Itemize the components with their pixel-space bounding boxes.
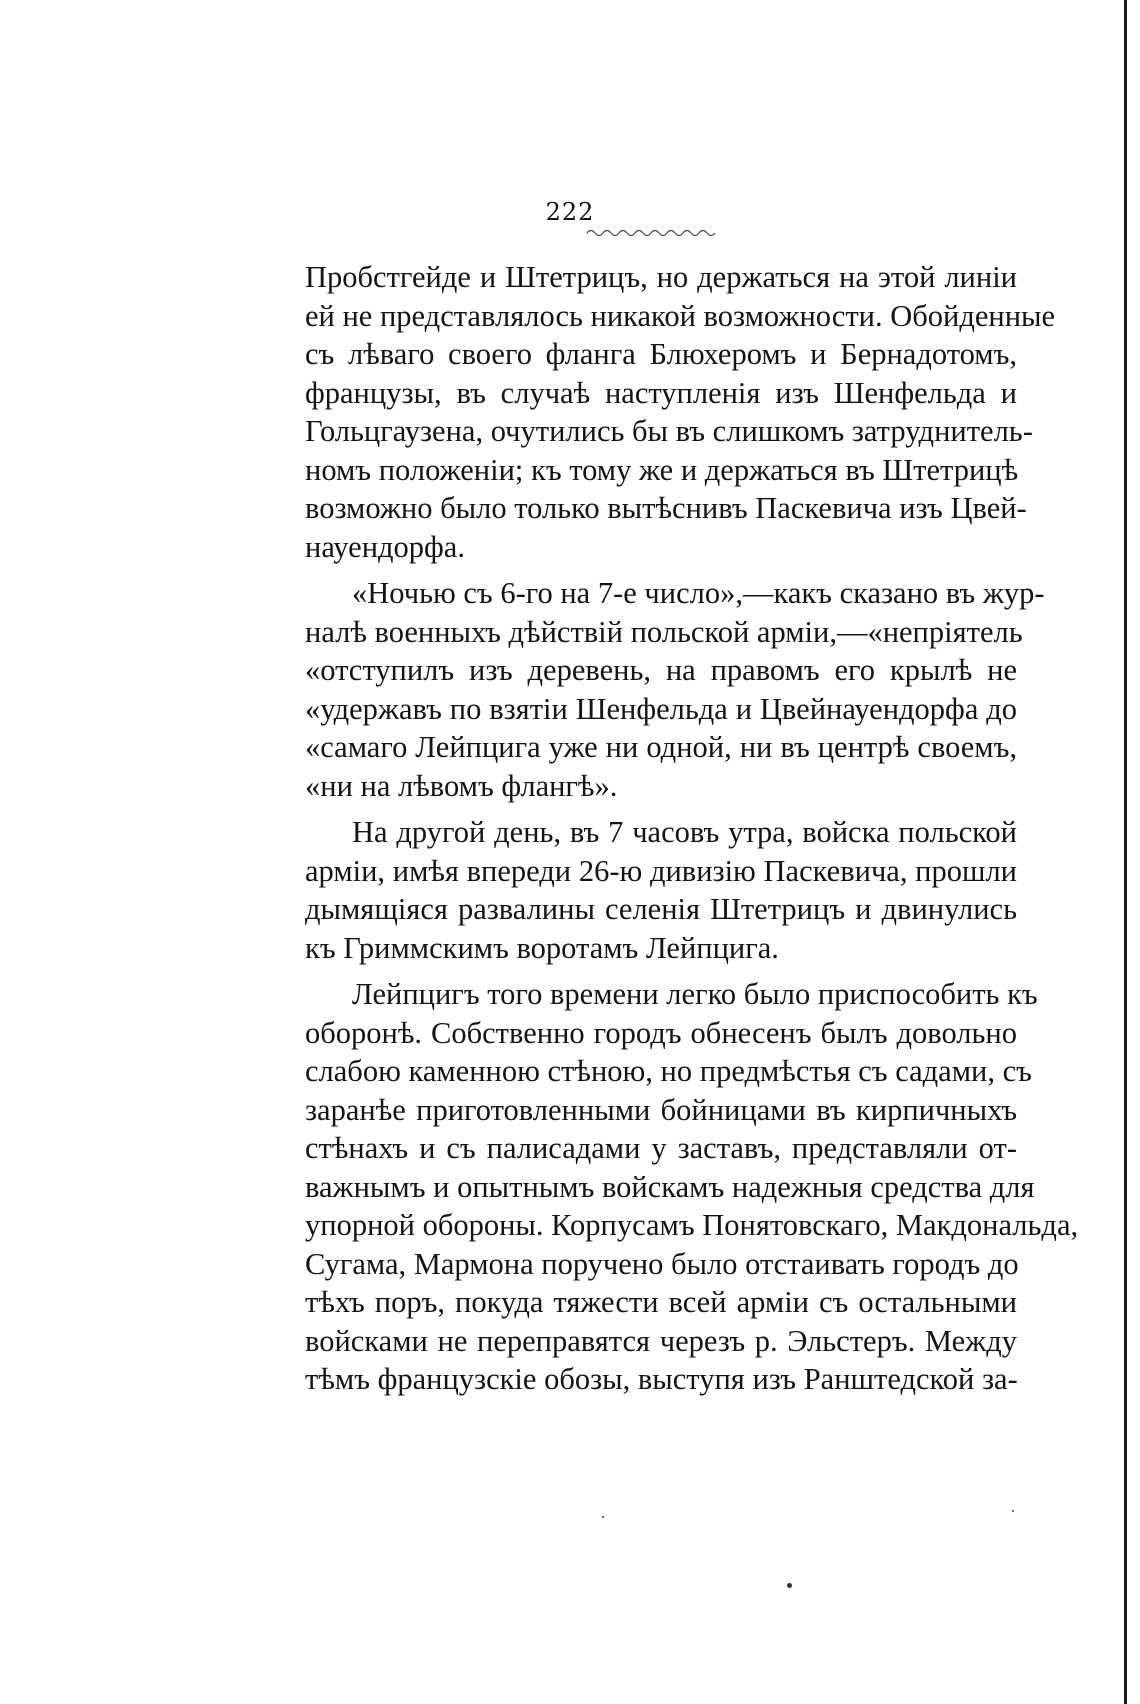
text-line: къ Гриммскимъ воротамъ Лейпцига. — [305, 930, 779, 965]
paragraph-2 — [305, 574, 1045, 805]
ink-speck — [602, 1516, 604, 1518]
text-line: Сугама, Мармона поручено было отстаивать городъ до — [305, 1246, 1019, 1281]
text-line: арміи, имѣя впереди 26-ю дивизію Паскевича, прошли — [305, 853, 1017, 888]
text-line: тѣхъ поръ, покуда тяжести всей арміи съ остальными — [305, 1285, 1017, 1319]
text-line: возможно было только вытѣснивъ Паскевича изъ Цвей- — [305, 491, 1027, 525]
text-line: войсками не переправятся черезъ р. Эльстеръ. Между — [305, 1323, 1017, 1358]
text-line: ей не представлялось никакой возможности. Обойденные — [305, 298, 1056, 333]
text-line: тѣмъ французскіе обозы, выступя изъ Ранштедской за- — [305, 1362, 1018, 1396]
text-line: «ни на лѣвомъ флангѣ». — [305, 768, 618, 803]
page-edge-line — [1124, 0, 1127, 1704]
paragraph-1 — [305, 258, 1056, 566]
paragraph-4 — [305, 975, 1079, 1399]
body-text — [305, 258, 1079, 1407]
ink-speck — [787, 1583, 792, 1588]
text-line: На другой день, въ 7 часовъ утра, войска польской — [352, 815, 1017, 849]
text-line: заранѣе приготовленными бойницами въ кирпичныхъ — [305, 1092, 1017, 1127]
text-line: упорной обороны. Корпусамъ Понятовскаго, Макдональда, — [305, 1208, 1079, 1242]
text-line: важнымъ и опытнымъ войскамъ надежныя средства для — [305, 1169, 1035, 1204]
text-line: дымящіяся развалины селенія Штетрицъ и двинулись — [305, 892, 1017, 926]
text-line: французы, въ случаѣ наступленія изъ Шенфельда и — [305, 375, 1017, 410]
text-line: Лейпцигъ того времени легко было приспособить къ — [352, 977, 1038, 1011]
text-line: налѣ военныхъ дѣйствій польской арміи,—«непріятель — [305, 614, 1023, 649]
text-line: «удержавъ по взятіи Шенфельда и Цвейнауендорфа до — [305, 691, 1017, 726]
paragraph-3 — [305, 813, 1017, 967]
text-line: слабою каменною стѣною, но предмѣстья съ садами, съ — [305, 1054, 1032, 1088]
text-line: оборонѣ. Собственно городъ обнесенъ былъ довольно — [305, 1015, 1017, 1050]
text-line: стѣнахъ и съ палисадами у заставъ, представляли от- — [305, 1131, 1017, 1165]
text-line: науендорфа. — [305, 529, 465, 564]
ink-speck — [1012, 1510, 1014, 1512]
text-line: «отступилъ изъ деревень, на правомъ его крылѣ не — [305, 653, 1017, 687]
text-line: «Ночью съ 6-го на 7-е число»,—какъ сказано въ жур- — [352, 576, 1045, 610]
page-number: 222 — [545, 198, 595, 226]
text-line: «самаго Лейпцига уже ни одной, ни въ центрѣ своемъ, — [305, 730, 1017, 764]
text-line: съ лѣваго своего фланга Блюхеромъ и Бернадотомъ, — [305, 337, 1017, 371]
text-line: Пробстгейде и Штетрицъ, но держаться на этой линіи — [305, 260, 1017, 294]
ornament-divider — [585, 226, 725, 238]
text-line: номъ положеніи; къ тому же и держаться въ Штетрицѣ — [305, 452, 1019, 487]
text-line: Гольцгаузена, очутились бы въ слишкомъ затруднитель- — [305, 414, 1033, 448]
